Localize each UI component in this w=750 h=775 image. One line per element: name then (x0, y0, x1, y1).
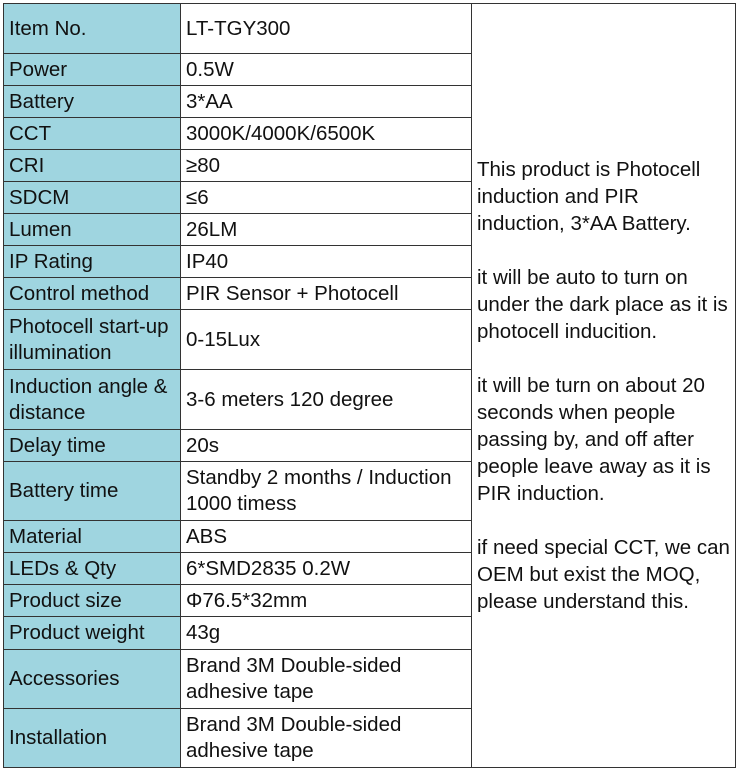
spec-value-delay-time: 20s (181, 430, 472, 462)
spec-label-control-method: Control method (4, 278, 181, 310)
spec-label-lumen: Lumen (4, 214, 181, 246)
spec-label-installation: Installation (4, 709, 181, 768)
spec-table (3, 3, 736, 768)
spec-value-product-weight: 43g (181, 617, 472, 650)
spec-value-cct: 3000K/4000K/6500K (181, 118, 472, 150)
spec-label-product-size: Product size (4, 585, 181, 617)
description-paragraph: it will be turn on about 20 seconds when people passing by, and off after people leave away as it is PIR induction. (477, 374, 711, 505)
spec-value-ip-rating: IP40 (181, 246, 472, 278)
spec-label-delay-time: Delay time (4, 430, 181, 462)
spec-value-sdcm: ≤6 (181, 182, 472, 214)
spec-label-leds-qty: LEDs & Qty (4, 553, 181, 585)
description-paragraph: it will be auto to turn on under the dark place as it is photocell inducition. (477, 266, 728, 343)
spec-value-cri: ≥80 (181, 150, 472, 182)
spec-label-item-no: Item No. (4, 4, 181, 54)
spec-value-battery-time: Standby 2 months / Induction 1000 timess (181, 462, 472, 521)
description-paragraph: if need special CCT, we can OEM but exist the MOQ, please understand this. (477, 536, 730, 613)
spec-value-lumen: 26LM (181, 214, 472, 246)
spec-value-induction-angle: 3-6 meters 120 degree (181, 370, 472, 430)
spec-label-accessories: Accessories (4, 650, 181, 709)
description-paragraph: This product is Photocell induction and PIR induction, 3*AA Battery. (477, 158, 701, 235)
spec-value-material: ABS (181, 521, 472, 553)
spec-label-ip-rating: IP Rating (4, 246, 181, 278)
spec-value-accessories: Brand 3M Double-sided adhesive tape (181, 650, 472, 709)
spec-label-product-weight: Product weight (4, 617, 181, 650)
spec-label-cri: CRI (4, 150, 181, 182)
spec-value-control-method: PIR Sensor + Photocell (181, 278, 472, 310)
spec-value-power: 0.5W (181, 54, 472, 86)
spec-label-material: Material (4, 521, 181, 553)
spec-value-leds-qty: 6*SMD2835 0.2W (181, 553, 472, 585)
spec-value-item-no: LT-TGY300 (181, 4, 472, 54)
spec-label-sdcm: SDCM (4, 182, 181, 214)
spec-label-battery: Battery (4, 86, 181, 118)
spec-value-battery: 3*AA (181, 86, 472, 118)
spec-label-power: Power (4, 54, 181, 86)
spec-label-battery-time: Battery time (4, 462, 181, 521)
product-description (472, 4, 736, 768)
spec-value-installation: Brand 3M Double-sided adhesive tape (181, 709, 472, 768)
spec-label-induction-angle: Induction angle & distance (4, 370, 181, 430)
spec-value-photocell-startup: 0-15Lux (181, 310, 472, 370)
spec-sheet (3, 3, 736, 768)
spec-value-product-size: Φ76.5*32mm (181, 585, 472, 617)
spec-label-cct: CCT (4, 118, 181, 150)
table-row (4, 4, 736, 54)
spec-label-photocell-startup: Photocell start-up illumination (4, 310, 181, 370)
